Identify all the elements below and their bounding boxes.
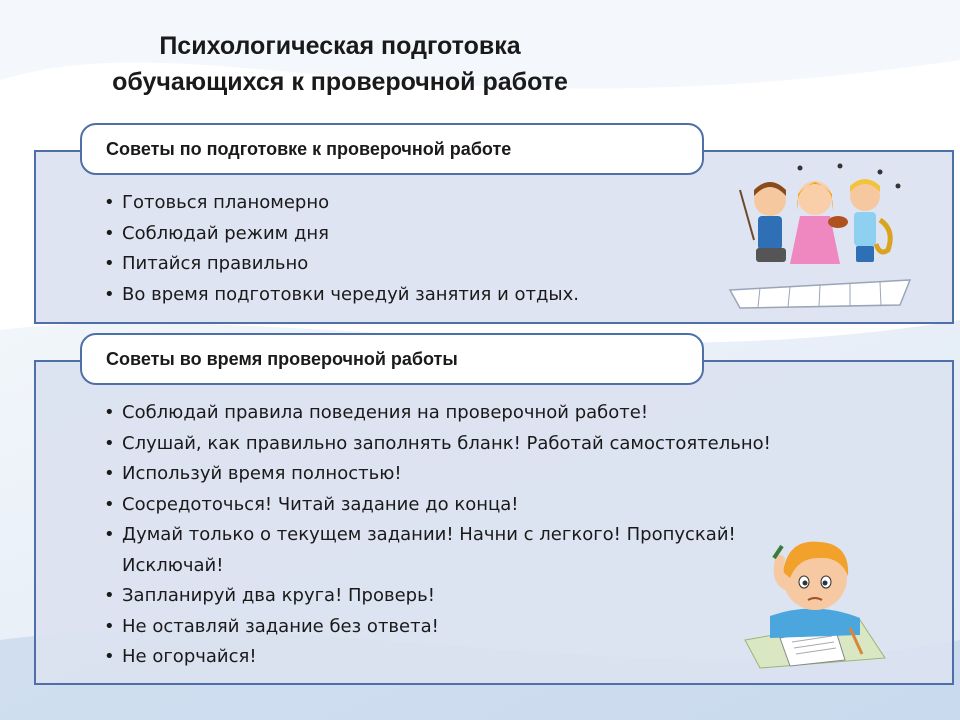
list-item: • Запланируй два круга! Проверь! <box>104 581 794 612</box>
title-line-1: Психологическая подготовка <box>159 32 521 60</box>
during-test-heading: Советы во время проверочной работы <box>80 333 704 385</box>
page-title <box>70 28 610 100</box>
list-item: • Сосредоточься! Читай задание до конца! <box>104 490 794 521</box>
during-test-tips-list <box>104 398 794 673</box>
list-item: • Во время подготовки чередуй занятия и отдых. <box>104 280 664 311</box>
list-item: • Слушай, как правильно заполнять бланк! Работай самостоятельно! <box>104 429 794 460</box>
preparation-heading: Советы по подготовке к проверочной работе <box>80 123 704 175</box>
list-item: • Питайся правильно <box>104 249 664 280</box>
list-item: • Готовься планомерно <box>104 188 664 219</box>
list-item: • Не оставляй задание без ответа! <box>104 612 794 643</box>
list-item: • Используй время полностью! <box>104 459 794 490</box>
title-line-2: обучающихся к проверочной работе <box>112 68 568 96</box>
list-item: • Соблюдай режим дня <box>104 219 664 250</box>
list-item: • Не огорчайся! <box>104 642 794 673</box>
list-item: • Соблюдай правила поведения на проверочной работе! <box>104 398 794 429</box>
music-children-illustration <box>720 160 920 310</box>
list-item: • Думай только о текущем задании! Начни с легкого! Пропускай! Исключай! <box>104 520 794 581</box>
preparation-tips-list <box>104 188 664 310</box>
